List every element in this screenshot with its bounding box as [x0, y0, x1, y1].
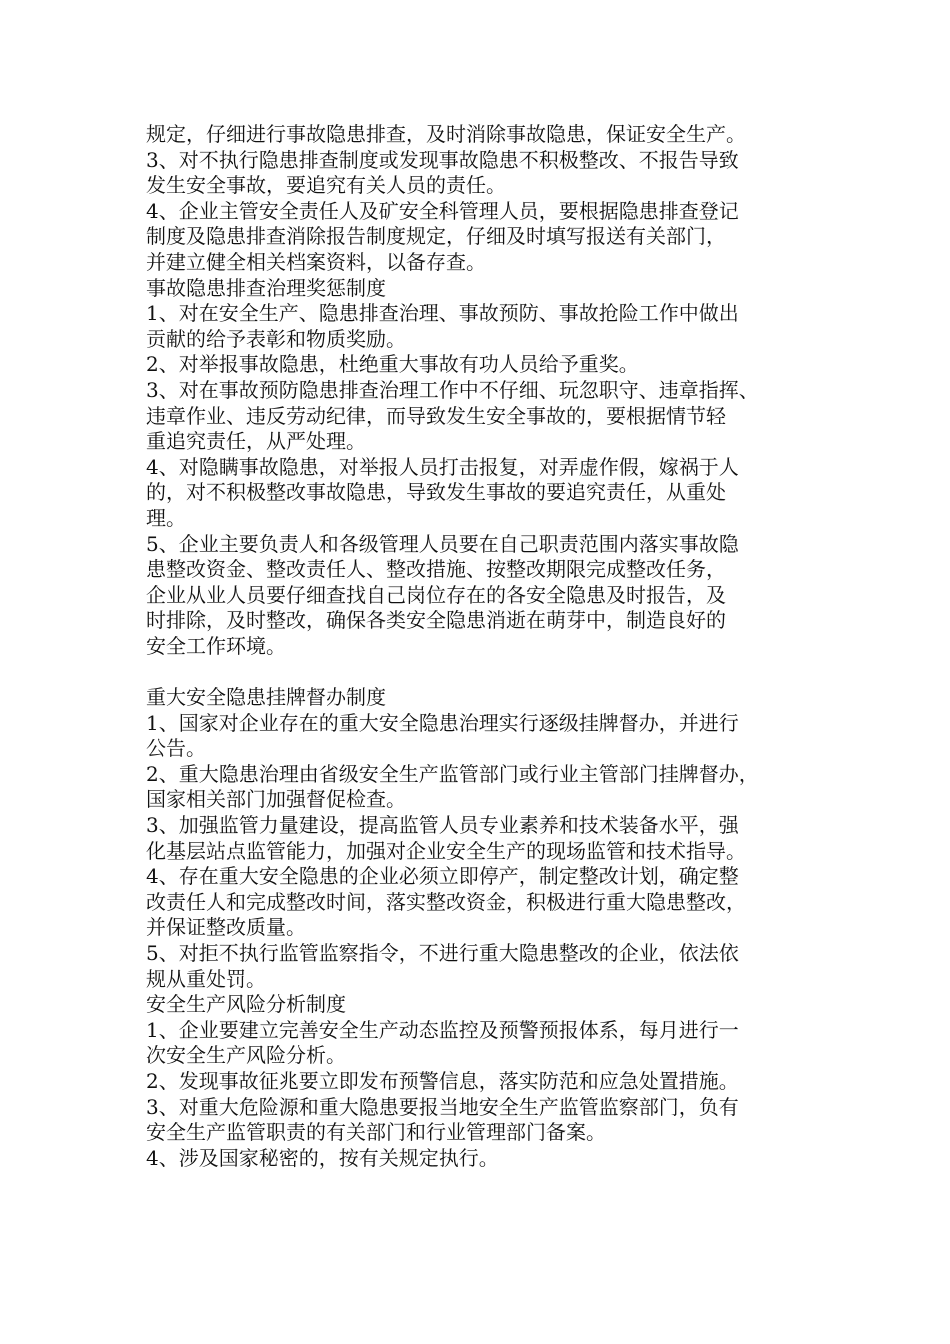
text-line: 4、存在重大安全隐患的企业必须立即停产，制定整改计划，确定整: [146, 864, 739, 889]
text-line: 制度及隐患排查消除报告制度规定，仔细及时填写报送有关部门，: [146, 224, 726, 249]
text-line: 1、对在安全生产、隐患排查治理、事故预防、事故抢险工作中做出: [146, 301, 739, 326]
text-line: 并保证整改质量。: [146, 915, 306, 940]
text-line: 事故隐患排查治理奖惩制度: [146, 275, 386, 300]
text-line: 3、对在事故预防隐患排查治理工作中不仔细、玩忽职守、违章指挥、: [146, 377, 759, 402]
text-line: 理。: [146, 505, 186, 530]
text-line: 1、国家对企业存在的重大安全隐患治理实行逐级挂牌督办，并进行: [146, 710, 739, 735]
text-line: 2、重大隐患治理由省级安全生产监管部门或行业主管部门挂牌督办，: [146, 761, 759, 786]
text-line: 发生安全事故，要追究有关人员的责任。: [146, 173, 506, 198]
text-line: 国家相关部门加强督促检查。: [146, 787, 406, 812]
text-line: 公告。: [146, 736, 206, 761]
text-line: 患整改资金、整改责任人、整改措施、按整改期限完成整改任务，: [146, 557, 726, 582]
text-line: 贡献的给予表彰和物质奖励。: [146, 326, 406, 351]
text-line: 改责任人和完成整改时间，落实整改资金，积极进行重大隐患整改，: [146, 889, 746, 914]
text-line: 1、企业要建立完善安全生产动态监控及预警预报体系，每月进行一: [146, 1017, 739, 1042]
text-line: 4、涉及国家秘密的，按有关规定执行。: [146, 1145, 499, 1170]
text-line: 5、对拒不执行监管监察指令，不进行重大隐患整改的企业，依法依: [146, 941, 739, 965]
text-line: 企业从业人员要仔细查找自己岗位存在的各安全隐患及时报告，及: [146, 582, 726, 607]
text-line: 的，对不积极整改事故隐患，导致发生事故的要追究责任，从重处: [146, 480, 726, 505]
text-line: 次安全生产风险分析。: [146, 1043, 346, 1068]
text-line: 2、对举报事故隐患，杜绝重大事故有功人员给予重奖。: [146, 352, 639, 377]
text-line: 安全工作环境。: [146, 633, 286, 658]
document-body: [146, 122, 826, 1171]
text-line: 规定，仔细进行事故隐患排查，及时消除事故隐患，保证安全生产。: [146, 122, 746, 146]
text-line: 3、对重大危险源和重大隐患要报当地安全生产监管监察部门，负有: [146, 1094, 739, 1119]
text-line: 5、企业主要负责人和各级管理人员要在自己职责范围内落实事故隐: [146, 531, 739, 556]
text-line: 违章作业、违反劳动纪律，而导致发生安全事故的，要根据情节轻: [146, 403, 726, 428]
text-line: 3、加强监管力量建设，提高监管人员专业素养和技术装备水平，强: [146, 813, 739, 838]
text-line: 规从重处罚。: [146, 966, 266, 991]
text-line: 安全生产风险分析制度: [146, 992, 346, 1017]
text-line: 化基层站点监管能力，加强对企业安全生产的现场监管和技术指导。: [146, 838, 746, 863]
text-line: 2、发现事故征兆要立即发布预警信息，落实防范和应急处置措施。: [146, 1068, 739, 1093]
text-line: 4、企业主管安全责任人及矿安全科管理人员，要根据隐患排查登记: [146, 198, 739, 223]
text-line: 时排除，及时整改，确保各类安全隐患消逝在萌芽中，制造良好的: [146, 608, 726, 633]
text-line: 重追究责任，从严处理。: [146, 429, 366, 454]
text-line: 4、对隐瞒事故隐患，对举报人员打击报复，对弄虚作假，嫁祸于人: [146, 454, 739, 479]
text-line: 重大安全隐患挂牌督办制度: [146, 685, 386, 710]
text-line: 3、对不执行隐患排查制度或发现事故隐患不积极整改、不报告导致: [146, 147, 739, 172]
blank-line: [146, 659, 826, 685]
text-line: 安全生产监管职责的有关部门和行业管理部门备案。: [146, 1120, 606, 1145]
text-line: 并建立健全相关档案资料，以备存查。: [146, 249, 486, 274]
